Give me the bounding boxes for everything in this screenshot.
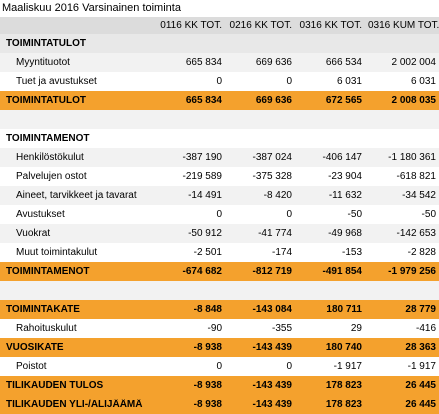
row-label: Poistot <box>16 361 47 372</box>
cell-value: 6 031 <box>336 76 362 87</box>
column-header-row <box>0 17 439 34</box>
spacer-row <box>0 110 439 129</box>
cell-value: -8 420 <box>263 190 292 201</box>
total-row-toimintatulot <box>0 91 439 110</box>
row-label: Muut toimintakulut <box>16 247 98 258</box>
total-row-tilikauden-tulos <box>0 376 439 395</box>
cell-value: -387 190 <box>182 152 222 163</box>
cell-value: 0 <box>286 76 292 87</box>
cell-value: 0 <box>216 361 222 372</box>
cell-value: -41 774 <box>258 228 292 239</box>
cell-value: -8 848 <box>193 304 222 315</box>
cell-value: -8 938 <box>193 399 222 410</box>
row-label: TOIMINTATULOT <box>6 95 86 106</box>
table-row-poistot <box>0 357 439 376</box>
column-header-0316-kum: 0316 KUM TOT. <box>368 20 439 31</box>
cell-value: -11 632 <box>328 190 362 201</box>
table-row-myyntituotot <box>0 53 439 72</box>
row-label: Palvelujen ostot <box>16 171 87 182</box>
cell-value: -143 439 <box>252 399 292 410</box>
cell-value: -491 854 <box>322 266 362 277</box>
cell-value: -416 <box>415 323 436 334</box>
cell-value: -143 439 <box>252 380 292 391</box>
cell-value: 29 <box>350 323 362 334</box>
cell-value: 2 008 035 <box>391 95 436 106</box>
row-label: TILIKAUDEN TULOS <box>6 380 104 391</box>
cell-value: -674 682 <box>182 266 222 277</box>
cell-value: 180 740 <box>325 342 362 353</box>
cell-value: -1 180 361 <box>388 152 436 163</box>
cell-value: 0 <box>286 209 292 220</box>
row-label: TOIMINTAMENOT <box>6 266 90 277</box>
total-row-vuosikate <box>0 338 439 357</box>
cell-value: 665 834 <box>185 95 222 106</box>
cell-value: -375 328 <box>252 171 292 182</box>
total-row-toimintamenot <box>0 262 439 281</box>
cell-value: -8 938 <box>193 342 222 353</box>
row-label: Myyntituotot <box>16 57 70 68</box>
table-row-palvelujen-ostot <box>0 167 439 186</box>
cell-value: -50 <box>421 209 436 220</box>
table-row-vuokrat <box>0 224 439 243</box>
report-title: Maaliskuu 2016 Varsinainen toiminta <box>2 2 181 14</box>
cell-value: -355 <box>271 323 292 334</box>
column-header-0116-kk: 0116 KK TOT. <box>160 20 222 31</box>
cell-value: -23 904 <box>328 171 362 182</box>
cell-value: -2 828 <box>407 247 436 258</box>
cell-value: 26 445 <box>405 380 436 391</box>
cell-value: 0 <box>216 209 222 220</box>
spacer-row <box>0 281 439 300</box>
cell-value: 669 636 <box>255 57 292 68</box>
table-row-avustukset <box>0 205 439 224</box>
row-label: Avustukset <box>16 209 65 220</box>
row-label: Rahoituskulut <box>16 323 77 334</box>
cell-value: -50 <box>347 209 362 220</box>
row-label: TILIKAUDEN YLI-/ALIJÄÄMÄ <box>6 399 143 410</box>
cell-value: 669 636 <box>255 95 292 106</box>
table-row-aineet <box>0 186 439 205</box>
cell-value: 665 834 <box>185 57 222 68</box>
cell-value: -143 439 <box>252 342 292 353</box>
row-label: TOIMINTAKATE <box>6 304 80 315</box>
cell-value: 666 534 <box>325 57 362 68</box>
cell-value: 0 <box>286 361 292 372</box>
cell-value: -14 491 <box>188 190 222 201</box>
table-row-rahoituskulut <box>0 319 439 338</box>
cell-value: 28 779 <box>405 304 436 315</box>
cell-value: 0 <box>216 76 222 87</box>
cell-value: 180 711 <box>326 304 362 315</box>
cell-value: -2 501 <box>193 247 222 258</box>
section-label: TOIMINTATULOT <box>6 38 86 49</box>
row-label: Aineet, tarvikkeet ja tavarat <box>16 190 137 201</box>
cell-value: 178 823 <box>325 380 362 391</box>
cell-value: -1 917 <box>333 361 362 372</box>
cell-value: 672 565 <box>325 95 362 106</box>
cell-value: -50 912 <box>188 228 222 239</box>
cell-value: -153 <box>341 247 362 258</box>
cell-value: -618 821 <box>396 171 436 182</box>
row-label: Vuokrat <box>16 228 51 239</box>
column-header-0216-kk: 0216 KK TOT. <box>229 20 292 31</box>
cell-value: 28 363 <box>405 342 436 353</box>
cell-value: -90 <box>207 323 222 334</box>
cell-value: -34 542 <box>402 190 436 201</box>
cell-value: 6 031 <box>410 76 436 87</box>
section-toimintatulot <box>0 34 439 53</box>
cell-value: -49 968 <box>328 228 362 239</box>
cell-value: 26 445 <box>405 399 436 410</box>
cell-value: -8 938 <box>193 380 222 391</box>
cell-value: -142 653 <box>396 228 436 239</box>
table-row-tuet <box>0 72 439 91</box>
cell-value: -387 024 <box>252 152 292 163</box>
row-label: Tuet ja avustukset <box>16 76 97 87</box>
cell-value: -174 <box>271 247 292 258</box>
section-label: TOIMINTAMENOT <box>6 133 90 144</box>
cell-value: -1 917 <box>407 361 436 372</box>
cell-value: -812 719 <box>252 266 292 277</box>
table-row-henkilostokulut <box>0 148 439 167</box>
cell-value: -406 147 <box>322 152 362 163</box>
column-header-0316-kk: 0316 KK TOT. <box>299 20 362 31</box>
cell-value: 2 002 004 <box>391 57 436 68</box>
row-label: Henkilöstökulut <box>16 152 84 163</box>
total-row-toimintakate <box>0 300 439 319</box>
cell-value: 178 823 <box>325 399 362 410</box>
cell-value: -219 589 <box>182 171 222 182</box>
total-row-yli-alijaama <box>0 395 439 414</box>
row-label: VUOSIKATE <box>6 342 64 353</box>
table-row-muut-toimintakulut <box>0 243 439 262</box>
cell-value: -143 084 <box>252 304 292 315</box>
cell-value: -1 979 256 <box>388 266 436 277</box>
section-toimintamenot <box>0 129 439 148</box>
